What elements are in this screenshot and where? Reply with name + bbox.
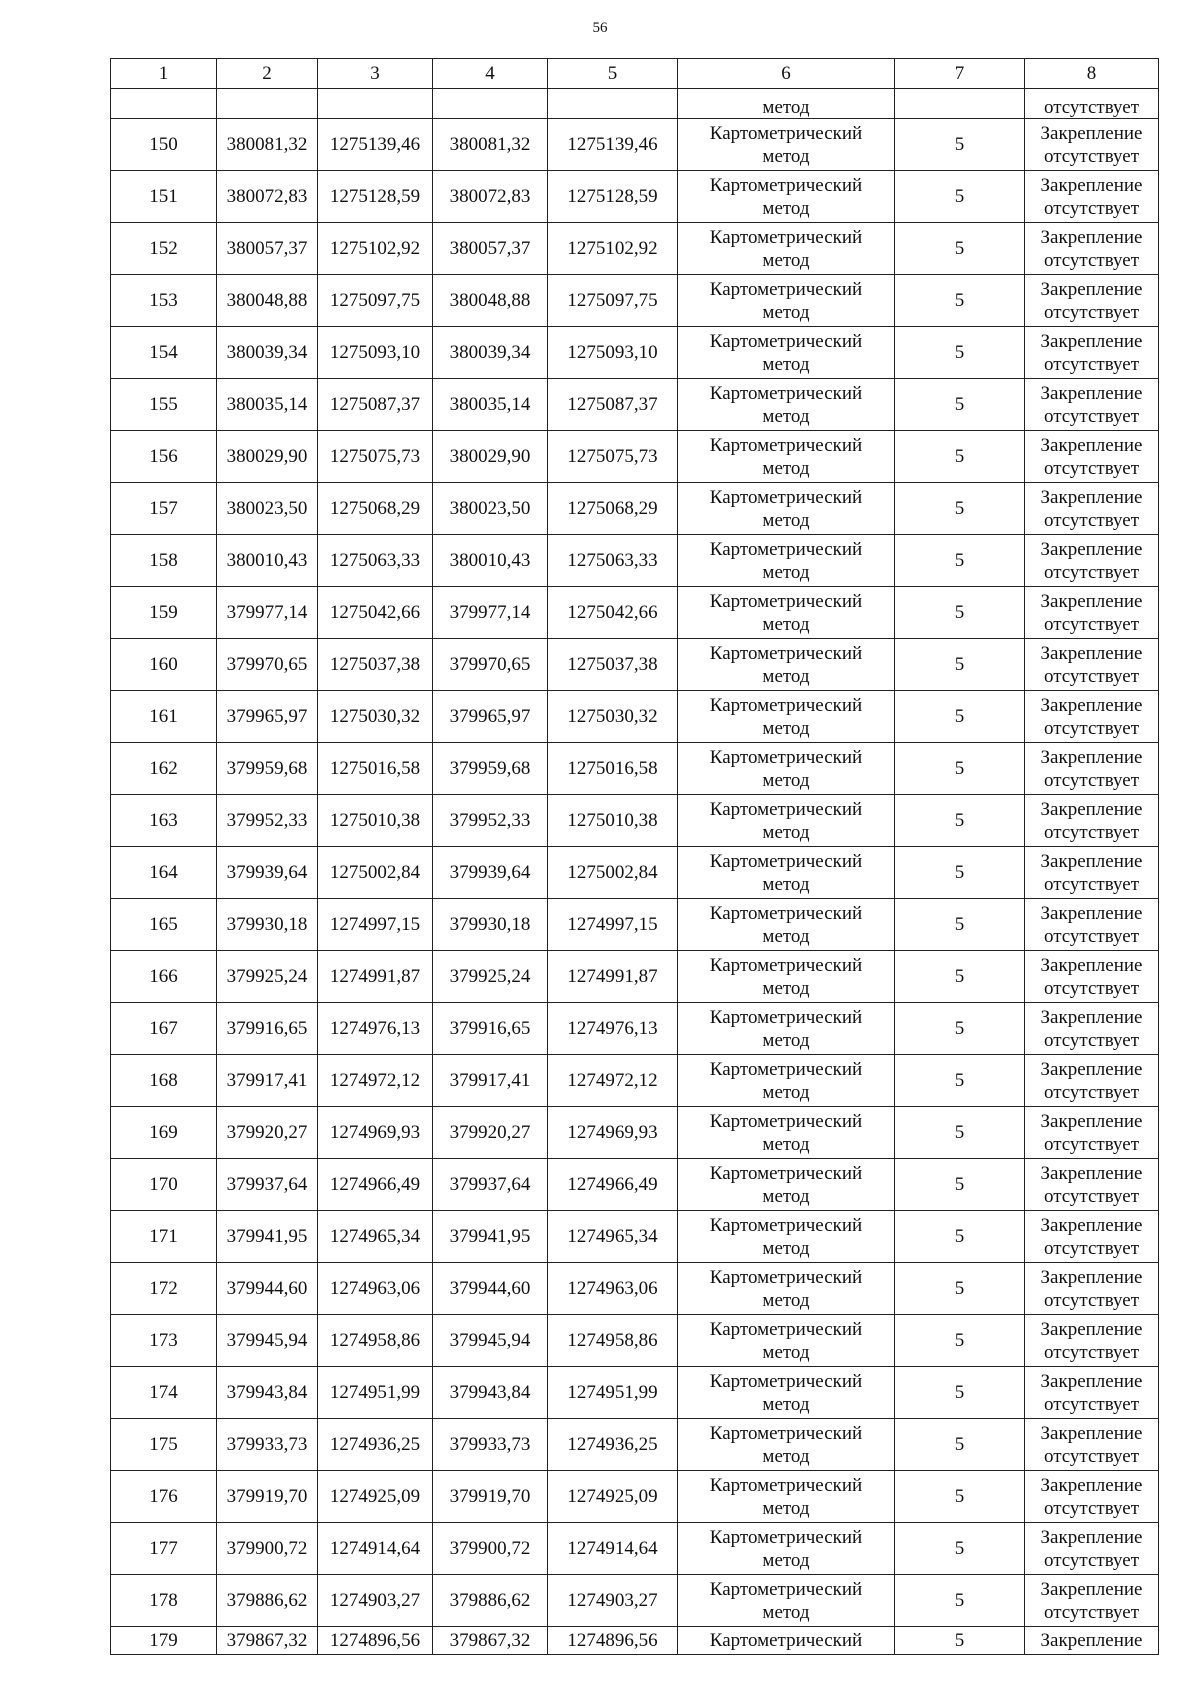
y-new-cell: 1274925,09 bbox=[548, 1471, 678, 1523]
x-new-cell: 379970,65 bbox=[433, 639, 548, 691]
accuracy-cell: 5 bbox=[895, 1315, 1025, 1367]
method-cell: Картометрический метод bbox=[678, 379, 895, 431]
x-existing-cell: 380010,43 bbox=[217, 535, 318, 587]
x-new-cell: 379952,33 bbox=[433, 795, 548, 847]
y-existing-cell: 1275042,66 bbox=[318, 587, 433, 639]
method-cell: Картометрический bbox=[678, 1627, 895, 1655]
accuracy-cell: 5 bbox=[895, 795, 1025, 847]
accuracy-cell: 5 bbox=[895, 1263, 1025, 1315]
x-new-cell: 380029,90 bbox=[433, 431, 548, 483]
x-existing-cell: 379945,94 bbox=[217, 1315, 318, 1367]
table-row bbox=[111, 691, 1159, 743]
column-header: 5 bbox=[548, 59, 678, 89]
y-new-cell: 1275139,46 bbox=[548, 119, 678, 171]
method-cell: Картометрический метод bbox=[678, 1575, 895, 1627]
method-cell: Картометрический метод bbox=[678, 1159, 895, 1211]
point-number-cell: 159 bbox=[111, 587, 217, 639]
column-header: 8 bbox=[1025, 59, 1159, 89]
fixing-cell: Закрепление отсутствует bbox=[1025, 327, 1159, 379]
point-number-cell: 176 bbox=[111, 1471, 217, 1523]
x-new-cell: 379965,97 bbox=[433, 691, 548, 743]
table-row bbox=[111, 951, 1159, 1003]
method-cell: Картометрический метод bbox=[678, 639, 895, 691]
y-existing-cell: 1274903,27 bbox=[318, 1575, 433, 1627]
y-existing-cell: 1274972,12 bbox=[318, 1055, 433, 1107]
table-row bbox=[111, 1107, 1159, 1159]
y-existing-cell: 1274963,06 bbox=[318, 1263, 433, 1315]
accuracy-cell: 5 bbox=[895, 1107, 1025, 1159]
y-existing-cell: 1275139,46 bbox=[318, 119, 433, 171]
fixing-cell: Закрепление отсутствует bbox=[1025, 847, 1159, 899]
method-cell: Картометрический метод bbox=[678, 1471, 895, 1523]
y-existing-cell: 1275063,33 bbox=[318, 535, 433, 587]
x-existing-cell: 380039,34 bbox=[217, 327, 318, 379]
y-existing-cell: 1275002,84 bbox=[318, 847, 433, 899]
x-new-cell: 380039,34 bbox=[433, 327, 548, 379]
fixing-cell: Закрепление отсутствует bbox=[1025, 1419, 1159, 1471]
continuation-row bbox=[111, 89, 1159, 119]
y-new-cell: 1274963,06 bbox=[548, 1263, 678, 1315]
table-row bbox=[111, 1315, 1159, 1367]
point-number-cell: 165 bbox=[111, 899, 217, 951]
accuracy-cell: 5 bbox=[895, 275, 1025, 327]
y-new-cell: 1275016,58 bbox=[548, 743, 678, 795]
x-existing-cell: 379941,95 bbox=[217, 1211, 318, 1263]
column-header: 7 bbox=[895, 59, 1025, 89]
fixing-cell: Закрепление отсутствует bbox=[1025, 379, 1159, 431]
point-number-cell: 161 bbox=[111, 691, 217, 743]
table-row bbox=[111, 1523, 1159, 1575]
x-existing-cell: 379965,97 bbox=[217, 691, 318, 743]
method-cell: Картометрический метод bbox=[678, 795, 895, 847]
method-cell: Картометрический метод bbox=[678, 223, 895, 275]
y-new-cell: 1275037,38 bbox=[548, 639, 678, 691]
x-new-cell: 379939,64 bbox=[433, 847, 548, 899]
x-existing-cell: 379952,33 bbox=[217, 795, 318, 847]
fixing-cell: Закрепление отсутствует bbox=[1025, 639, 1159, 691]
x-existing-cell: 379916,65 bbox=[217, 1003, 318, 1055]
fixing-cell: Закрепление отсутствует bbox=[1025, 951, 1159, 1003]
y-existing-cell: 1274997,15 bbox=[318, 899, 433, 951]
method-cell: Картометрический метод bbox=[678, 1055, 895, 1107]
point-number-cell: 174 bbox=[111, 1367, 217, 1419]
accuracy-cell: 5 bbox=[895, 587, 1025, 639]
table-row bbox=[111, 1055, 1159, 1107]
y-existing-cell: 1274914,64 bbox=[318, 1523, 433, 1575]
point-number-cell: 153 bbox=[111, 275, 217, 327]
y-existing-cell: 1274925,09 bbox=[318, 1471, 433, 1523]
y-new-cell: 1275030,32 bbox=[548, 691, 678, 743]
x-existing-cell: 379937,64 bbox=[217, 1159, 318, 1211]
x-existing-cell: 379933,73 bbox=[217, 1419, 318, 1471]
x-new-cell: 379941,95 bbox=[433, 1211, 548, 1263]
y-existing-cell: 1274951,99 bbox=[318, 1367, 433, 1419]
point-number-cell: 157 bbox=[111, 483, 217, 535]
table-body bbox=[111, 89, 1159, 1655]
x-existing-cell: 379920,27 bbox=[217, 1107, 318, 1159]
x-existing-cell: 379867,32 bbox=[217, 1627, 318, 1655]
method-cell: Картометрический метод bbox=[678, 1367, 895, 1419]
point-number-cell: 170 bbox=[111, 1159, 217, 1211]
method-cell: Картометрический метод bbox=[678, 119, 895, 171]
x-new-cell: 379867,32 bbox=[433, 1627, 548, 1655]
accuracy-cell: 5 bbox=[895, 1159, 1025, 1211]
accuracy-cell: 5 bbox=[895, 327, 1025, 379]
y-new-cell: 1275087,37 bbox=[548, 379, 678, 431]
accuracy-cell: 5 bbox=[895, 1575, 1025, 1627]
method-cell: Картометрический метод bbox=[678, 1419, 895, 1471]
y-existing-cell: 1274936,25 bbox=[318, 1419, 433, 1471]
y-existing-cell: 1274991,87 bbox=[318, 951, 433, 1003]
y-new-cell: 1274997,15 bbox=[548, 899, 678, 951]
method-cell: метод bbox=[678, 89, 895, 119]
accuracy-cell: 5 bbox=[895, 951, 1025, 1003]
y-new-cell: 1275042,66 bbox=[548, 587, 678, 639]
accuracy-cell: 5 bbox=[895, 1627, 1025, 1655]
y-existing-cell: 1275016,58 bbox=[318, 743, 433, 795]
table-row bbox=[111, 1159, 1159, 1211]
method-cell: Картометрический метод bbox=[678, 483, 895, 535]
x-new-cell: 379930,18 bbox=[433, 899, 548, 951]
y-new-cell: 1274951,99 bbox=[548, 1367, 678, 1419]
point-number-cell: 178 bbox=[111, 1575, 217, 1627]
point-number-cell: 155 bbox=[111, 379, 217, 431]
table-row bbox=[111, 171, 1159, 223]
y-new-cell: 1274969,93 bbox=[548, 1107, 678, 1159]
point-number-cell: 177 bbox=[111, 1523, 217, 1575]
y-new-cell: 1274972,12 bbox=[548, 1055, 678, 1107]
page-number: 56 bbox=[592, 20, 608, 36]
method-cell: Картометрический метод bbox=[678, 1523, 895, 1575]
x-existing-cell: 380057,37 bbox=[217, 223, 318, 275]
x-existing-cell: 380081,32 bbox=[217, 119, 318, 171]
accuracy-cell: 5 bbox=[895, 639, 1025, 691]
fixing-cell: Закрепление отсутствует bbox=[1025, 223, 1159, 275]
accuracy-cell: 5 bbox=[895, 223, 1025, 275]
y-existing-cell: 1275075,73 bbox=[318, 431, 433, 483]
table-row bbox=[111, 1367, 1159, 1419]
accuracy-cell: 5 bbox=[895, 431, 1025, 483]
accuracy-cell: 5 bbox=[895, 1523, 1025, 1575]
y-new-cell: 1275102,92 bbox=[548, 223, 678, 275]
y-existing-cell: 1275030,32 bbox=[318, 691, 433, 743]
fixing-cell: Закрепление bbox=[1025, 1627, 1159, 1655]
x-existing-cell: 379970,65 bbox=[217, 639, 318, 691]
accuracy-cell: 5 bbox=[895, 899, 1025, 951]
method-cell: Картометрический метод bbox=[678, 1107, 895, 1159]
y-new-cell: 1274965,34 bbox=[548, 1211, 678, 1263]
method-cell: Картометрический метод bbox=[678, 847, 895, 899]
table-row bbox=[111, 119, 1159, 171]
method-cell: Картометрический метод bbox=[678, 899, 895, 951]
table-row bbox=[111, 743, 1159, 795]
accuracy-cell: 5 bbox=[895, 1419, 1025, 1471]
y-existing-cell: 1274958,86 bbox=[318, 1315, 433, 1367]
y-existing-cell: 1275087,37 bbox=[318, 379, 433, 431]
x-existing-cell: 379925,24 bbox=[217, 951, 318, 1003]
x-new-cell: 379886,62 bbox=[433, 1575, 548, 1627]
table-row bbox=[111, 483, 1159, 535]
method-cell: Картометрический метод bbox=[678, 327, 895, 379]
x-new-cell: 379919,70 bbox=[433, 1471, 548, 1523]
table-row bbox=[111, 1627, 1159, 1655]
point-number-cell: 173 bbox=[111, 1315, 217, 1367]
point-number-cell: 158 bbox=[111, 535, 217, 587]
x-existing-cell: 379959,68 bbox=[217, 743, 318, 795]
x-new-cell: 379944,60 bbox=[433, 1263, 548, 1315]
y-new-cell: 1274958,86 bbox=[548, 1315, 678, 1367]
fixing-cell: Закрепление отсутствует bbox=[1025, 795, 1159, 847]
y-existing-cell: 1275102,92 bbox=[318, 223, 433, 275]
point-number-cell: 171 bbox=[111, 1211, 217, 1263]
y-existing-cell: 1274976,13 bbox=[318, 1003, 433, 1055]
accuracy-cell: 5 bbox=[895, 743, 1025, 795]
x-existing-cell: 380035,14 bbox=[217, 379, 318, 431]
table-row bbox=[111, 639, 1159, 691]
y-new-cell: 1275128,59 bbox=[548, 171, 678, 223]
point-number-cell: 162 bbox=[111, 743, 217, 795]
x-new-cell: 379945,94 bbox=[433, 1315, 548, 1367]
x-existing-cell: 380023,50 bbox=[217, 483, 318, 535]
y-existing-cell: 1274969,93 bbox=[318, 1107, 433, 1159]
x-existing-cell: 380048,88 bbox=[217, 275, 318, 327]
fixing-cell: Закрепление отсутствует bbox=[1025, 1263, 1159, 1315]
point-number-cell: 154 bbox=[111, 327, 217, 379]
accuracy-cell: 5 bbox=[895, 483, 1025, 535]
table-row bbox=[111, 223, 1159, 275]
accuracy-cell: 5 bbox=[895, 1211, 1025, 1263]
point-number-cell: 152 bbox=[111, 223, 217, 275]
x-new-cell: 379977,14 bbox=[433, 587, 548, 639]
point-number-cell: 150 bbox=[111, 119, 217, 171]
fixing-cell: Закрепление отсутствует bbox=[1025, 1575, 1159, 1627]
y-new-cell: 1275075,73 bbox=[548, 431, 678, 483]
method-cell: Картометрический метод bbox=[678, 1211, 895, 1263]
accuracy-cell: 5 bbox=[895, 119, 1025, 171]
accuracy-cell: 5 bbox=[895, 535, 1025, 587]
table-row bbox=[111, 379, 1159, 431]
table-row bbox=[111, 847, 1159, 899]
method-cell: Картометрический метод bbox=[678, 1263, 895, 1315]
fixing-cell: Закрепление отсутствует bbox=[1025, 1471, 1159, 1523]
fixing-cell: Закрепление отсутствует bbox=[1025, 119, 1159, 171]
x-existing-cell: 379939,64 bbox=[217, 847, 318, 899]
x-existing-cell: 379943,84 bbox=[217, 1367, 318, 1419]
fixing-cell: Закрепление отсутствует bbox=[1025, 1367, 1159, 1419]
y-new-cell: 1275093,10 bbox=[548, 327, 678, 379]
method-cell: Картометрический метод bbox=[678, 171, 895, 223]
fixing-cell: Закрепление отсутствует bbox=[1025, 1003, 1159, 1055]
accuracy-cell: 5 bbox=[895, 1003, 1025, 1055]
x-new-cell: 380072,83 bbox=[433, 171, 548, 223]
method-cell: Картометрический метод bbox=[678, 1315, 895, 1367]
method-cell: Картометрический метод bbox=[678, 587, 895, 639]
x-existing-cell: 379930,18 bbox=[217, 899, 318, 951]
method-cell: Картометрический метод bbox=[678, 535, 895, 587]
coordinates-table bbox=[110, 58, 1159, 1655]
table-row bbox=[111, 1575, 1159, 1627]
x-existing-cell: 379944,60 bbox=[217, 1263, 318, 1315]
y-existing-cell: 1275093,10 bbox=[318, 327, 433, 379]
table-row bbox=[111, 1003, 1159, 1055]
y-new-cell: 1274914,64 bbox=[548, 1523, 678, 1575]
x-new-cell: 380081,32 bbox=[433, 119, 548, 171]
method-cell: Картометрический метод bbox=[678, 275, 895, 327]
fixing-cell: Закрепление отсутствует bbox=[1025, 431, 1159, 483]
fixing-cell: Закрепление отсутствует bbox=[1025, 1211, 1159, 1263]
y-new-cell: 1275002,84 bbox=[548, 847, 678, 899]
point-number-cell: 168 bbox=[111, 1055, 217, 1107]
fixing-cell: Закрепление отсутствует bbox=[1025, 535, 1159, 587]
y-new-cell: 1274991,87 bbox=[548, 951, 678, 1003]
point-number-cell: 151 bbox=[111, 171, 217, 223]
y-existing-cell: 1275097,75 bbox=[318, 275, 433, 327]
method-cell: Картометрический метод bbox=[678, 743, 895, 795]
fixing-cell: Закрепление отсутствует bbox=[1025, 691, 1159, 743]
y-existing-cell: 1275068,29 bbox=[318, 483, 433, 535]
x-new-cell: 379959,68 bbox=[433, 743, 548, 795]
x-new-cell: 380035,14 bbox=[433, 379, 548, 431]
y-existing-cell: 1275128,59 bbox=[318, 171, 433, 223]
x-new-cell: 379937,64 bbox=[433, 1159, 548, 1211]
accuracy-cell: 5 bbox=[895, 379, 1025, 431]
point-number-cell: 179 bbox=[111, 1627, 217, 1655]
y-existing-cell: 1274965,34 bbox=[318, 1211, 433, 1263]
point-number-cell: 166 bbox=[111, 951, 217, 1003]
fixing-cell: отсутствует bbox=[1025, 89, 1159, 119]
accuracy-cell: 5 bbox=[895, 171, 1025, 223]
method-cell: Картометрический метод bbox=[678, 691, 895, 743]
x-existing-cell: 379917,41 bbox=[217, 1055, 318, 1107]
fixing-cell: Закрепление отсутствует bbox=[1025, 1523, 1159, 1575]
fixing-cell: Закрепление отсутствует bbox=[1025, 1107, 1159, 1159]
point-number-cell: 172 bbox=[111, 1263, 217, 1315]
y-existing-cell: 1274966,49 bbox=[318, 1159, 433, 1211]
x-existing-cell: 379919,70 bbox=[217, 1471, 318, 1523]
y-new-cell: 1275063,33 bbox=[548, 535, 678, 587]
x-new-cell: 379920,27 bbox=[433, 1107, 548, 1159]
fixing-cell: Закрепление отсутствует bbox=[1025, 1315, 1159, 1367]
point-number-cell: 160 bbox=[111, 639, 217, 691]
column-header: 6 bbox=[678, 59, 895, 89]
fixing-cell: Закрепление отсутствует bbox=[1025, 483, 1159, 535]
point-number-cell: 169 bbox=[111, 1107, 217, 1159]
x-new-cell: 379943,84 bbox=[433, 1367, 548, 1419]
method-cell: Картометрический метод bbox=[678, 1003, 895, 1055]
x-new-cell: 379933,73 bbox=[433, 1419, 548, 1471]
fixing-cell: Закрепление отсутствует bbox=[1025, 1055, 1159, 1107]
table-row bbox=[111, 1263, 1159, 1315]
y-new-cell: 1274966,49 bbox=[548, 1159, 678, 1211]
point-number-cell: 175 bbox=[111, 1419, 217, 1471]
y-existing-cell: 1275037,38 bbox=[318, 639, 433, 691]
y-new-cell: 1274976,13 bbox=[548, 1003, 678, 1055]
y-existing-cell: 1274896,56 bbox=[318, 1627, 433, 1655]
accuracy-cell: 5 bbox=[895, 847, 1025, 899]
y-existing-cell: 1275010,38 bbox=[318, 795, 433, 847]
y-new-cell: 1274896,56 bbox=[548, 1627, 678, 1655]
column-header: 4 bbox=[433, 59, 548, 89]
fixing-cell: Закрепление отсутствует bbox=[1025, 1159, 1159, 1211]
x-existing-cell: 380072,83 bbox=[217, 171, 318, 223]
x-existing-cell: 379900,72 bbox=[217, 1523, 318, 1575]
x-existing-cell: 379977,14 bbox=[217, 587, 318, 639]
fixing-cell: Закрепление отсутствует bbox=[1025, 587, 1159, 639]
point-number-cell: 164 bbox=[111, 847, 217, 899]
x-new-cell: 379900,72 bbox=[433, 1523, 548, 1575]
x-new-cell: 380057,37 bbox=[433, 223, 548, 275]
table-row bbox=[111, 327, 1159, 379]
accuracy-cell: 5 bbox=[895, 1055, 1025, 1107]
accuracy-cell: 5 bbox=[895, 691, 1025, 743]
x-new-cell: 379916,65 bbox=[433, 1003, 548, 1055]
fixing-cell: Закрепление отсутствует bbox=[1025, 171, 1159, 223]
x-new-cell: 380010,43 bbox=[433, 535, 548, 587]
table-row bbox=[111, 1419, 1159, 1471]
fixing-cell: Закрепление отсутствует bbox=[1025, 275, 1159, 327]
y-new-cell: 1274936,25 bbox=[548, 1419, 678, 1471]
x-new-cell: 380023,50 bbox=[433, 483, 548, 535]
column-header: 2 bbox=[217, 59, 318, 89]
x-new-cell: 380048,88 bbox=[433, 275, 548, 327]
accuracy-cell: 5 bbox=[895, 1367, 1025, 1419]
point-number-cell: 163 bbox=[111, 795, 217, 847]
column-header: 1 bbox=[111, 59, 217, 89]
x-existing-cell: 379886,62 bbox=[217, 1575, 318, 1627]
y-new-cell: 1275097,75 bbox=[548, 275, 678, 327]
column-number-row bbox=[111, 59, 1159, 89]
table-row bbox=[111, 899, 1159, 951]
table-row bbox=[111, 587, 1159, 639]
x-new-cell: 379917,41 bbox=[433, 1055, 548, 1107]
y-new-cell: 1275068,29 bbox=[548, 483, 678, 535]
method-cell: Картометрический метод bbox=[678, 431, 895, 483]
table-row bbox=[111, 795, 1159, 847]
table-row bbox=[111, 275, 1159, 327]
point-number-cell: 167 bbox=[111, 1003, 217, 1055]
table-row bbox=[111, 1471, 1159, 1523]
x-new-cell: 379925,24 bbox=[433, 951, 548, 1003]
point-number-cell: 156 bbox=[111, 431, 217, 483]
accuracy-cell: 5 bbox=[895, 1471, 1025, 1523]
fixing-cell: Закрепление отсутствует bbox=[1025, 899, 1159, 951]
y-new-cell: 1274903,27 bbox=[548, 1575, 678, 1627]
table-row bbox=[111, 1211, 1159, 1263]
table-row bbox=[111, 535, 1159, 587]
fixing-cell: Закрепление отсутствует bbox=[1025, 743, 1159, 795]
table-row bbox=[111, 431, 1159, 483]
x-existing-cell: 380029,90 bbox=[217, 431, 318, 483]
column-header: 3 bbox=[318, 59, 433, 89]
method-cell: Картометрический метод bbox=[678, 951, 895, 1003]
y-new-cell: 1275010,38 bbox=[548, 795, 678, 847]
